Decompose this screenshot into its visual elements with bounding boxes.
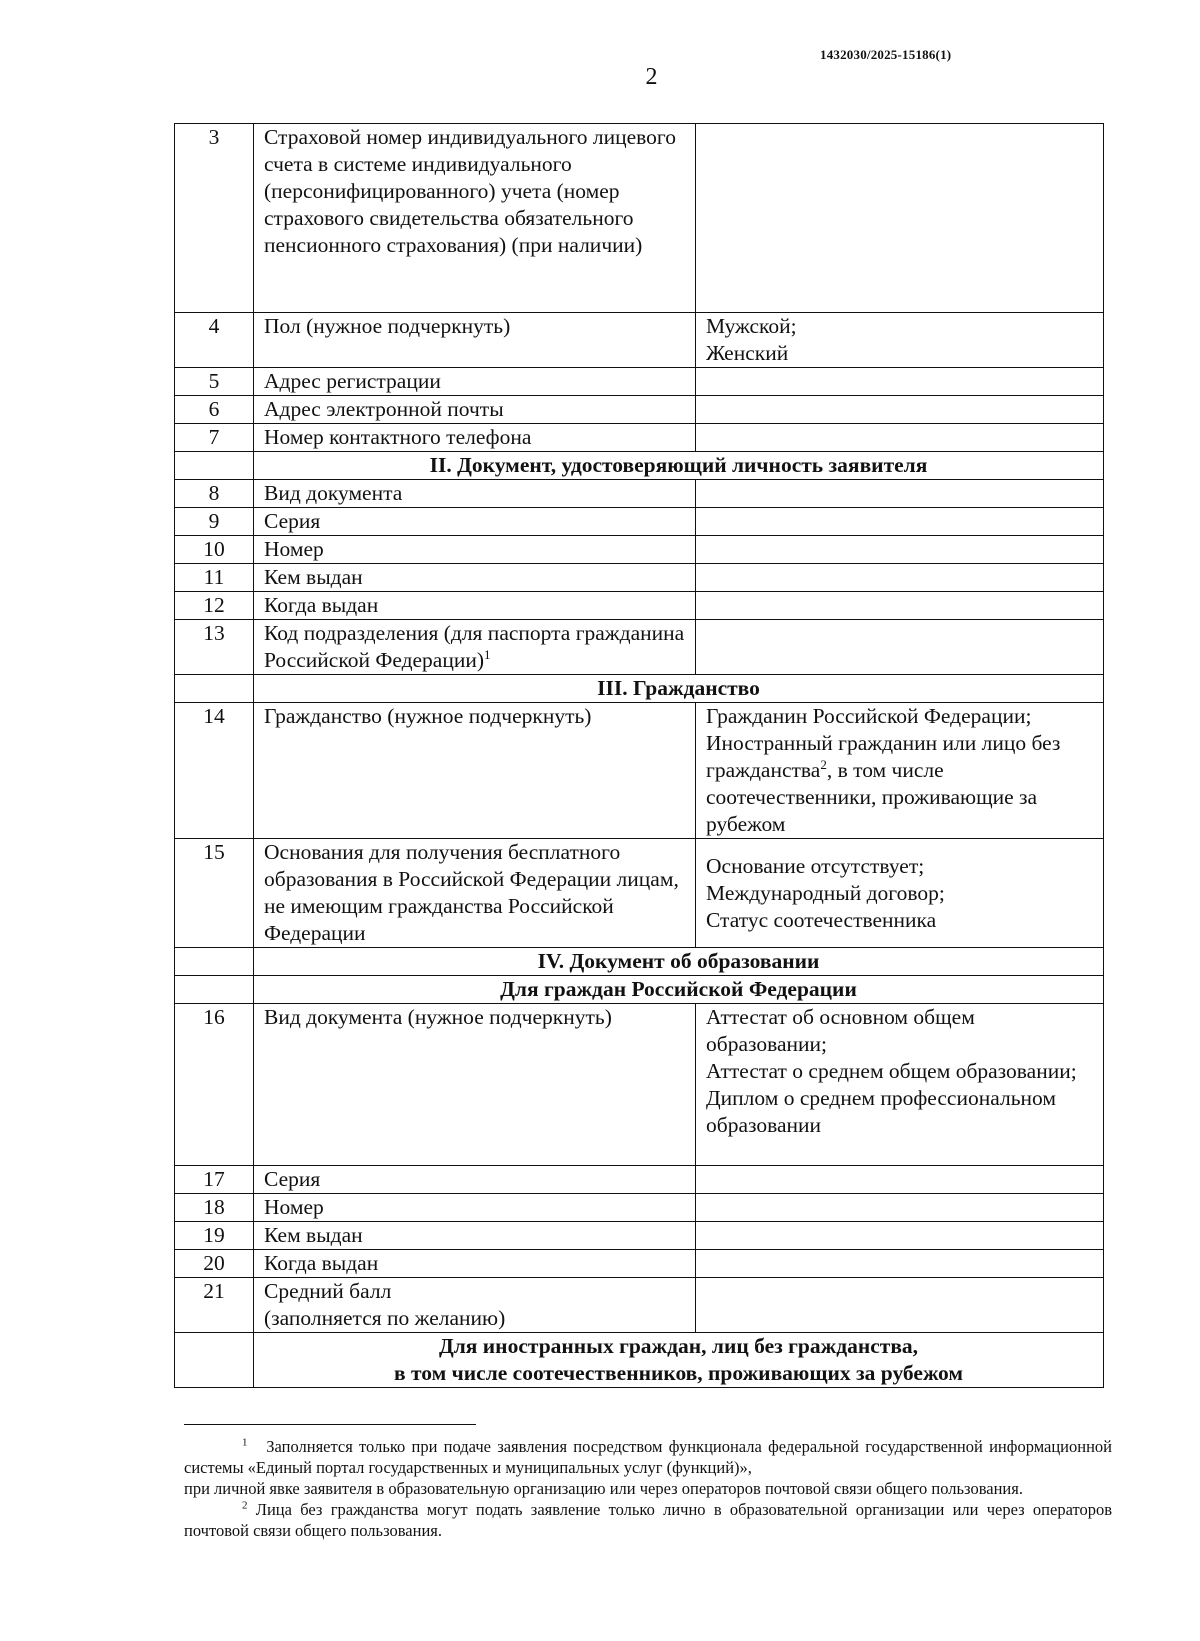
field-label-doc-number: Номер [254,536,696,564]
field-value-doc-number[interactable] [696,536,1104,564]
field-value-free-education-basis[interactable] [696,839,1104,948]
field-label-doc-issuer: Кем выдан [254,564,696,592]
edu-doc-option-secondary[interactable]: Аттестат о среднем общем образовании; [706,1059,1077,1083]
footnote-separator [184,1424,476,1425]
field-label-edu-number: Номер [254,1194,696,1222]
field-label-education-doc-type: Вид документа (нужное подчеркнуть) [254,1004,696,1166]
row-number: 10 [175,536,254,564]
table-row [175,1194,1104,1222]
table-row [175,1250,1104,1278]
section-title-education-doc: IV. Документ об образовании [254,948,1104,976]
row-number: 5 [175,368,254,396]
table-row [175,1222,1104,1250]
section-number-cell [175,1333,254,1388]
section-number-cell [175,675,254,703]
row-number: 11 [175,564,254,592]
section-title-citizenship: III. Гражданство [254,675,1104,703]
row-number: 12 [175,592,254,620]
footnote-1 [184,1436,1112,1478]
table-row [175,839,1104,948]
field-label-snils: Страховой номер индивидуального лицевого счета в системе индивидуального (персонифицированного) учета (номер страхового свидетельства обязательного пенсионного страхования) (при наличии) [254,124,696,313]
section-header-row [175,452,1104,480]
row-number: 8 [175,480,254,508]
table-row [175,703,1104,839]
field-value-gender[interactable] [696,313,1104,368]
gender-option-female[interactable]: Женский [706,341,789,365]
table-row [175,564,1104,592]
edu-doc-option-vocational[interactable]: Диплом о среднем профессиональном образовании [706,1086,1056,1137]
basis-option-none[interactable]: Основание отсутствует; [706,853,925,878]
table-row [175,1166,1104,1194]
footnote-ref: 2 [820,756,827,772]
field-value-average-grade[interactable] [696,1278,1104,1333]
field-label-address: Адрес регистрации [254,368,696,396]
average-grade-note: (заполняется по желанию) [264,1306,506,1330]
subsection-title-rf-citizens: Для граждан Российской Федерации [254,976,1104,1004]
row-number: 21 [175,1278,254,1333]
edu-doc-option-basic[interactable]: Аттестат об основном общем образовании; [706,1005,975,1056]
row-number: 20 [175,1250,254,1278]
footnote-mark: 2 [242,1499,248,1512]
division-code-label-text: Код подразделения (для паспорта гражданина Российской Федерации) [264,621,685,672]
field-value-doc-series[interactable] [696,508,1104,536]
field-label-edu-issuer: Кем выдан [254,1222,696,1250]
table-row [175,480,1104,508]
table-row [175,424,1104,452]
basis-option-compatriot[interactable]: Статус соотечественника [706,907,937,932]
section-header-row [175,675,1104,703]
row-number: 19 [175,1222,254,1250]
table-row [175,124,1104,313]
field-value-edu-issuer[interactable] [696,1222,1104,1250]
footnote-ref: 1 [484,646,491,662]
field-label-doc-type: Вид документа [254,480,696,508]
field-value-doc-type[interactable] [696,480,1104,508]
field-value-phone[interactable] [696,424,1104,452]
section-subheader-row [175,976,1104,1004]
row-number: 6 [175,396,254,424]
table-row [175,620,1104,675]
row-number: 14 [175,703,254,839]
field-label-free-education-basis: Основания для получения бесплатного образования в Российской Федерации лицам, не имеющим гражданства Российской Федерации [254,839,696,948]
field-value-email[interactable] [696,396,1104,424]
citizenship-options-text-cont: , в том числе соотечественники, проживающие за рубежом [706,758,1038,836]
application-form-table [174,123,1104,1388]
section-title-identity: II. Документ, удостоверяющий личность заявителя [254,452,1104,480]
row-number: 18 [175,1194,254,1222]
field-value-edu-number[interactable] [696,1194,1104,1222]
field-label-citizenship: Гражданство (нужное подчеркнуть) [254,703,696,839]
section-number-cell [175,976,254,1004]
field-label-edu-date: Когда выдан [254,1250,696,1278]
citizenship-options-text: Гражданин Российской Федерации; Иностранный гражданин или лицо без гражданства [706,704,1061,782]
table-row [175,313,1104,368]
field-label-doc-date: Когда выдан [254,592,696,620]
field-value-citizenship[interactable] [696,703,1104,839]
table-row [175,368,1104,396]
table-row [175,508,1104,536]
field-value-education-doc-type[interactable] [696,1004,1104,1166]
section-header-row [175,948,1104,976]
row-number: 3 [175,124,254,313]
row-number: 15 [175,839,254,948]
table-row [175,536,1104,564]
row-number: 16 [175,1004,254,1166]
field-value-snils[interactable] [696,124,1104,313]
subsection-title-foreign-citizens [254,1333,1104,1388]
document-id: 1432030/2025-15186(1) [820,47,952,62]
page-number: 2 [645,64,658,90]
field-label-phone: Номер контактного телефона [254,424,696,452]
average-grade-label-text: Средний балл [264,1279,392,1303]
row-number: 9 [175,508,254,536]
field-value-edu-date[interactable] [696,1250,1104,1278]
subsection-title-line: Для иностранных граждан, лиц без гражданства, [438,1334,919,1358]
field-label-email: Адрес электронной почты [254,396,696,424]
basis-option-treaty[interactable]: Международный договор; [706,880,945,905]
footnotes [184,1436,1112,1541]
footnote-2 [184,1499,1112,1541]
table-row [175,1278,1104,1333]
footnote-text: Лица без гражданства могут подать заявление только лично в образовательной организации или через операторов почтовой связи общего пользования. [184,1500,1113,1540]
field-label-division-code [254,620,696,675]
row-number: 13 [175,620,254,675]
row-number: 7 [175,424,254,452]
row-number: 4 [175,313,254,368]
table-row [175,1004,1104,1166]
row-number: 17 [175,1166,254,1194]
field-label-gender: Пол (нужное подчеркнуть) [254,313,696,368]
field-label-average-grade [254,1278,696,1333]
table-row [175,592,1104,620]
field-label-doc-series: Серия [254,508,696,536]
footnote-mark: 1 [242,1436,248,1449]
field-value-address[interactable] [696,368,1104,396]
gender-option-male[interactable]: Мужской; [706,314,797,338]
table-row [175,396,1104,424]
footnote-1-continued: при личной явке заявителя в образовательную организацию или через операторов почтовой связи общего пользования. [184,1479,1023,1498]
footnote-text: Заполняется только при подаче заявления посредством функционала федеральной государственной информационной системы «Единый портал государственных и муниципальных услуг (функций)», [184,1437,1112,1477]
field-value-edu-series[interactable] [696,1166,1104,1194]
field-value-division-code[interactable] [696,620,1104,675]
field-value-doc-date[interactable] [696,592,1104,620]
section-number-cell [175,452,254,480]
field-label-edu-series: Серия [254,1166,696,1194]
subsection-title-line: в том числе соотечественников, проживающих за рубежом [394,1361,963,1385]
section-subheader-row [175,1333,1104,1388]
field-value-doc-issuer[interactable] [696,564,1104,592]
section-number-cell [175,948,254,976]
